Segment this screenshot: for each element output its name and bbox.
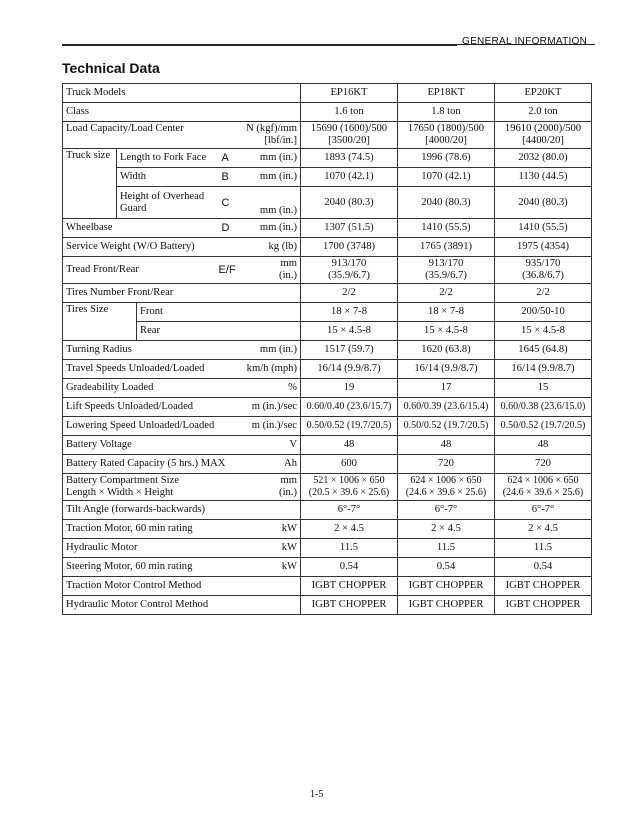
table-row — [63, 103, 592, 122]
table-row — [63, 322, 592, 341]
sub-label: Front — [137, 303, 301, 322]
page-number: 1-5 — [310, 789, 324, 800]
dimension-code: A — [219, 149, 239, 168]
cell-value: 0.54 — [301, 558, 398, 577]
cell-value: 2/2 — [495, 284, 592, 303]
value-line: [4000/20] — [425, 135, 467, 146]
value-line: 624 × 1006 × 650 — [410, 475, 482, 486]
table-row — [63, 539, 592, 558]
value-line: 19610 (2000)/500 — [504, 123, 582, 134]
cell-value: 16/14 (9.9/8.7) — [301, 360, 398, 379]
model-header: EP16KT — [301, 84, 398, 103]
value-line: 15690 (1600)/500 — [310, 123, 388, 134]
row-unit: kW — [239, 558, 301, 577]
row-unit: m (in.)/sec — [239, 398, 301, 417]
cell-value — [398, 257, 495, 284]
cell-value: 1975 (4354) — [495, 238, 592, 257]
value-line: [3500/20] — [328, 135, 370, 146]
cell-value: IGBT CHOPPER — [495, 596, 592, 615]
row-label: Turning Radius — [63, 341, 239, 360]
value-line: (35.9/6.7) — [328, 270, 370, 281]
value-line: (20.5 × 39.6 × 25.6) — [308, 487, 390, 498]
cell-value: 1410 (55.5) — [398, 219, 495, 238]
value-line: 624 × 1006 × 650 — [507, 475, 579, 486]
cell-value: 6°-7° — [398, 501, 495, 520]
sub-label: Width — [117, 168, 219, 187]
cell-value: 15 × 4.5-8 — [398, 322, 495, 341]
row-unit: V — [239, 436, 301, 455]
cell-value: 2 × 4.5 — [398, 520, 495, 539]
cell-value: 18 × 7-8 — [301, 303, 398, 322]
cell-value — [495, 474, 592, 501]
cell-value: 2/2 — [398, 284, 495, 303]
cell-value: 1070 (42.1) — [398, 168, 495, 187]
cell-value: IGBT CHOPPER — [301, 577, 398, 596]
row-unit: kW — [239, 520, 301, 539]
dimension-code: B — [219, 168, 239, 187]
row-label: Battery Voltage — [63, 436, 239, 455]
row-label: Travel Speeds Unloaded/Loaded — [63, 360, 239, 379]
table-row — [63, 436, 592, 455]
cell-value: 2 × 4.5 — [495, 520, 592, 539]
cell-value: 1893 (74.5) — [301, 149, 398, 168]
row-label: Class — [63, 103, 301, 122]
cell-value: 1.8 ton — [398, 103, 495, 122]
cell-value: 16/14 (9.9/8.7) — [398, 360, 495, 379]
value-line: (24.6 × 39.6 × 25.6) — [502, 487, 584, 498]
cell-value: IGBT CHOPPER — [398, 577, 495, 596]
cell-value: 1070 (42.1) — [301, 168, 398, 187]
dimension-code: E/F — [219, 257, 239, 284]
cell-value: IGBT CHOPPER — [495, 577, 592, 596]
row-unit — [219, 122, 301, 149]
table-row — [63, 455, 592, 474]
row-unit: kg (lb) — [239, 238, 301, 257]
cell-value: 0.50/0.52 (19.7/20.5) — [495, 417, 592, 436]
cell-value: 200/50-10 — [495, 303, 592, 322]
label-line: Battery Compartment Size — [66, 475, 179, 486]
value-line: 913/170 — [428, 258, 464, 269]
table-row — [63, 84, 592, 103]
cell-value: 0.54 — [495, 558, 592, 577]
row-unit — [239, 474, 301, 501]
row-label: Gradeability Loaded — [63, 379, 239, 398]
cell-value — [495, 122, 592, 149]
model-header: EP18KT — [398, 84, 495, 103]
model-header: EP20KT — [495, 84, 592, 103]
row-label: Wheelbase — [63, 219, 219, 238]
table-row — [63, 122, 592, 149]
row-label: Traction Motor, 60 min rating — [63, 520, 239, 539]
row-unit: mm (in.) — [239, 149, 301, 168]
cell-value: 0.60/0.38 (23.6/15.0) — [495, 398, 592, 417]
cell-value: 1765 (3891) — [398, 238, 495, 257]
header-rule — [62, 44, 457, 46]
cell-value: 0.50/0.52 (19.7/20.5) — [301, 417, 398, 436]
unit-line: N (kgf)/mm — [246, 123, 297, 134]
value-line: (24.6 × 39.6 × 25.6) — [405, 487, 487, 498]
table-row — [63, 379, 592, 398]
cell-value: 2032 (80.0) — [495, 149, 592, 168]
table-row — [63, 596, 592, 615]
row-unit — [239, 257, 301, 284]
cell-value: 600 — [301, 455, 398, 474]
table-row — [63, 168, 592, 187]
cell-value: 720 — [495, 455, 592, 474]
cell-value — [301, 122, 398, 149]
table-row — [63, 577, 592, 596]
cell-value — [398, 474, 495, 501]
table-row — [63, 520, 592, 539]
cell-value: 720 — [398, 455, 495, 474]
cell-value: 2.0 ton — [495, 103, 592, 122]
row-unit: mm (in.) — [239, 219, 301, 238]
cell-value: 2 × 4.5 — [301, 520, 398, 539]
cell-value: 48 — [398, 436, 495, 455]
dimension-code: C — [219, 187, 239, 219]
cell-value: 6°-7° — [301, 501, 398, 520]
cell-value: 19 — [301, 379, 398, 398]
row-label: Lowering Speed Unloaded/Loaded — [63, 417, 239, 436]
cell-value: 0.60/0.39 (23.6/15.4) — [398, 398, 495, 417]
row-label: Traction Motor Control Method — [63, 577, 301, 596]
row-label: Lift Speeds Unloaded/Loaded — [63, 398, 239, 417]
sub-label: Height of Overhead Guard — [117, 187, 219, 219]
technical-data-table — [62, 83, 592, 615]
cell-value — [301, 257, 398, 284]
cell-value: 1130 (44.5) — [495, 168, 592, 187]
table-row — [63, 501, 592, 520]
row-label: Battery Rated Capacity (5 hrs.) MAX — [63, 455, 239, 474]
cell-value: 2040 (80.3) — [398, 187, 495, 219]
cell-value: 1700 (3748) — [301, 238, 398, 257]
row-unit: mm (in.) — [239, 341, 301, 360]
cell-value: 48 — [495, 436, 592, 455]
cell-value: 1410 (55.5) — [495, 219, 592, 238]
cell-value: 11.5 — [495, 539, 592, 558]
sub-label: Length to Fork Face — [117, 149, 219, 168]
cell-value: 6°-7° — [495, 501, 592, 520]
cell-value: 15 — [495, 379, 592, 398]
cell-value — [398, 122, 495, 149]
value-line: (35.9/6.7) — [425, 270, 467, 281]
cell-value: 16/14 (9.9/8.7) — [495, 360, 592, 379]
cell-value — [495, 257, 592, 284]
table-row — [63, 341, 592, 360]
cell-value: 1996 (78.6) — [398, 149, 495, 168]
unit-line: mm — [280, 258, 297, 269]
cell-value — [301, 474, 398, 501]
cell-value: 2/2 — [301, 284, 398, 303]
value-line: 521 × 1006 × 650 — [313, 475, 385, 486]
row-label: Tires Size — [63, 303, 137, 341]
row-label: Tires Number Front/Rear — [63, 284, 301, 303]
row-label: Tilt Angle (forwards-backwards) — [63, 501, 301, 520]
unit-line: (in.) — [279, 270, 297, 281]
cell-value: 1.6 ton — [301, 103, 398, 122]
cell-value: 0.50/0.52 (19.7/20.5) — [398, 417, 495, 436]
table-row — [63, 219, 592, 238]
row-unit: % — [239, 379, 301, 398]
table-row — [63, 558, 592, 577]
cell-value: 18 × 7-8 — [398, 303, 495, 322]
cell-value: IGBT CHOPPER — [301, 596, 398, 615]
cell-value: 1307 (51.5) — [301, 219, 398, 238]
value-line: [4400/20] — [522, 135, 564, 146]
row-unit: mm (in.) — [239, 168, 301, 187]
table-row — [63, 238, 592, 257]
table-row — [63, 474, 592, 501]
table-row — [63, 187, 592, 219]
cell-value: 0.60/0.40 (23.6/15.7) — [301, 398, 398, 417]
cell-value: 11.5 — [398, 539, 495, 558]
table-row — [63, 257, 592, 284]
row-unit: kW — [239, 539, 301, 558]
row-unit: mm (in.) — [239, 187, 301, 219]
cell-value: IGBT CHOPPER — [398, 596, 495, 615]
cell-value: 2040 (80.3) — [301, 187, 398, 219]
cell-value: 1620 (63.8) — [398, 341, 495, 360]
row-label: Truck Models — [63, 84, 301, 103]
row-label: Truck size — [63, 149, 117, 219]
row-unit: km/h (mph) — [239, 360, 301, 379]
unit-line: (in.) — [279, 487, 297, 498]
page-title: Technical Data — [62, 60, 160, 76]
label-line: Length × Width × Height — [66, 487, 174, 498]
value-line: 913/170 — [331, 258, 367, 269]
table-row — [63, 360, 592, 379]
cell-value: 15 × 4.5-8 — [495, 322, 592, 341]
unit-line: mm — [280, 475, 297, 486]
cell-value: 1517 (59.7) — [301, 341, 398, 360]
row-label: Hydraulic Motor Control Method — [63, 596, 301, 615]
cell-value: 17 — [398, 379, 495, 398]
sub-label: Rear — [137, 322, 301, 341]
cell-value: 1645 (64.8) — [495, 341, 592, 360]
row-label: Hydraulic Motor — [63, 539, 239, 558]
table-row — [63, 398, 592, 417]
dimension-code: D — [219, 219, 239, 238]
section-header: GENERAL INFORMATION — [462, 36, 588, 47]
cell-value: 2040 (80.3) — [495, 187, 592, 219]
row-label: Service Weight (W/O Battery) — [63, 238, 239, 257]
cell-value: 48 — [301, 436, 398, 455]
cell-value: 11.5 — [301, 539, 398, 558]
row-label: Steering Motor, 60 min rating — [63, 558, 239, 577]
unit-line: [lbf/in.] — [264, 135, 297, 146]
table-row — [63, 149, 592, 168]
value-line: 935/170 — [525, 258, 561, 269]
value-line: 17650 (1800)/500 — [407, 123, 485, 134]
cell-value: 15 × 4.5-8 — [301, 322, 398, 341]
cell-value: 0.54 — [398, 558, 495, 577]
row-label: Tread Front/Rear — [63, 257, 219, 284]
table-row — [63, 284, 592, 303]
row-label: Load Capacity/Load Center — [63, 122, 219, 149]
value-line: (36.8/6.7) — [522, 270, 564, 281]
table-row — [63, 417, 592, 436]
row-unit: Ah — [239, 455, 301, 474]
row-label — [63, 474, 239, 501]
row-unit: m (in.)/sec — [239, 417, 301, 436]
table-row — [63, 303, 592, 322]
